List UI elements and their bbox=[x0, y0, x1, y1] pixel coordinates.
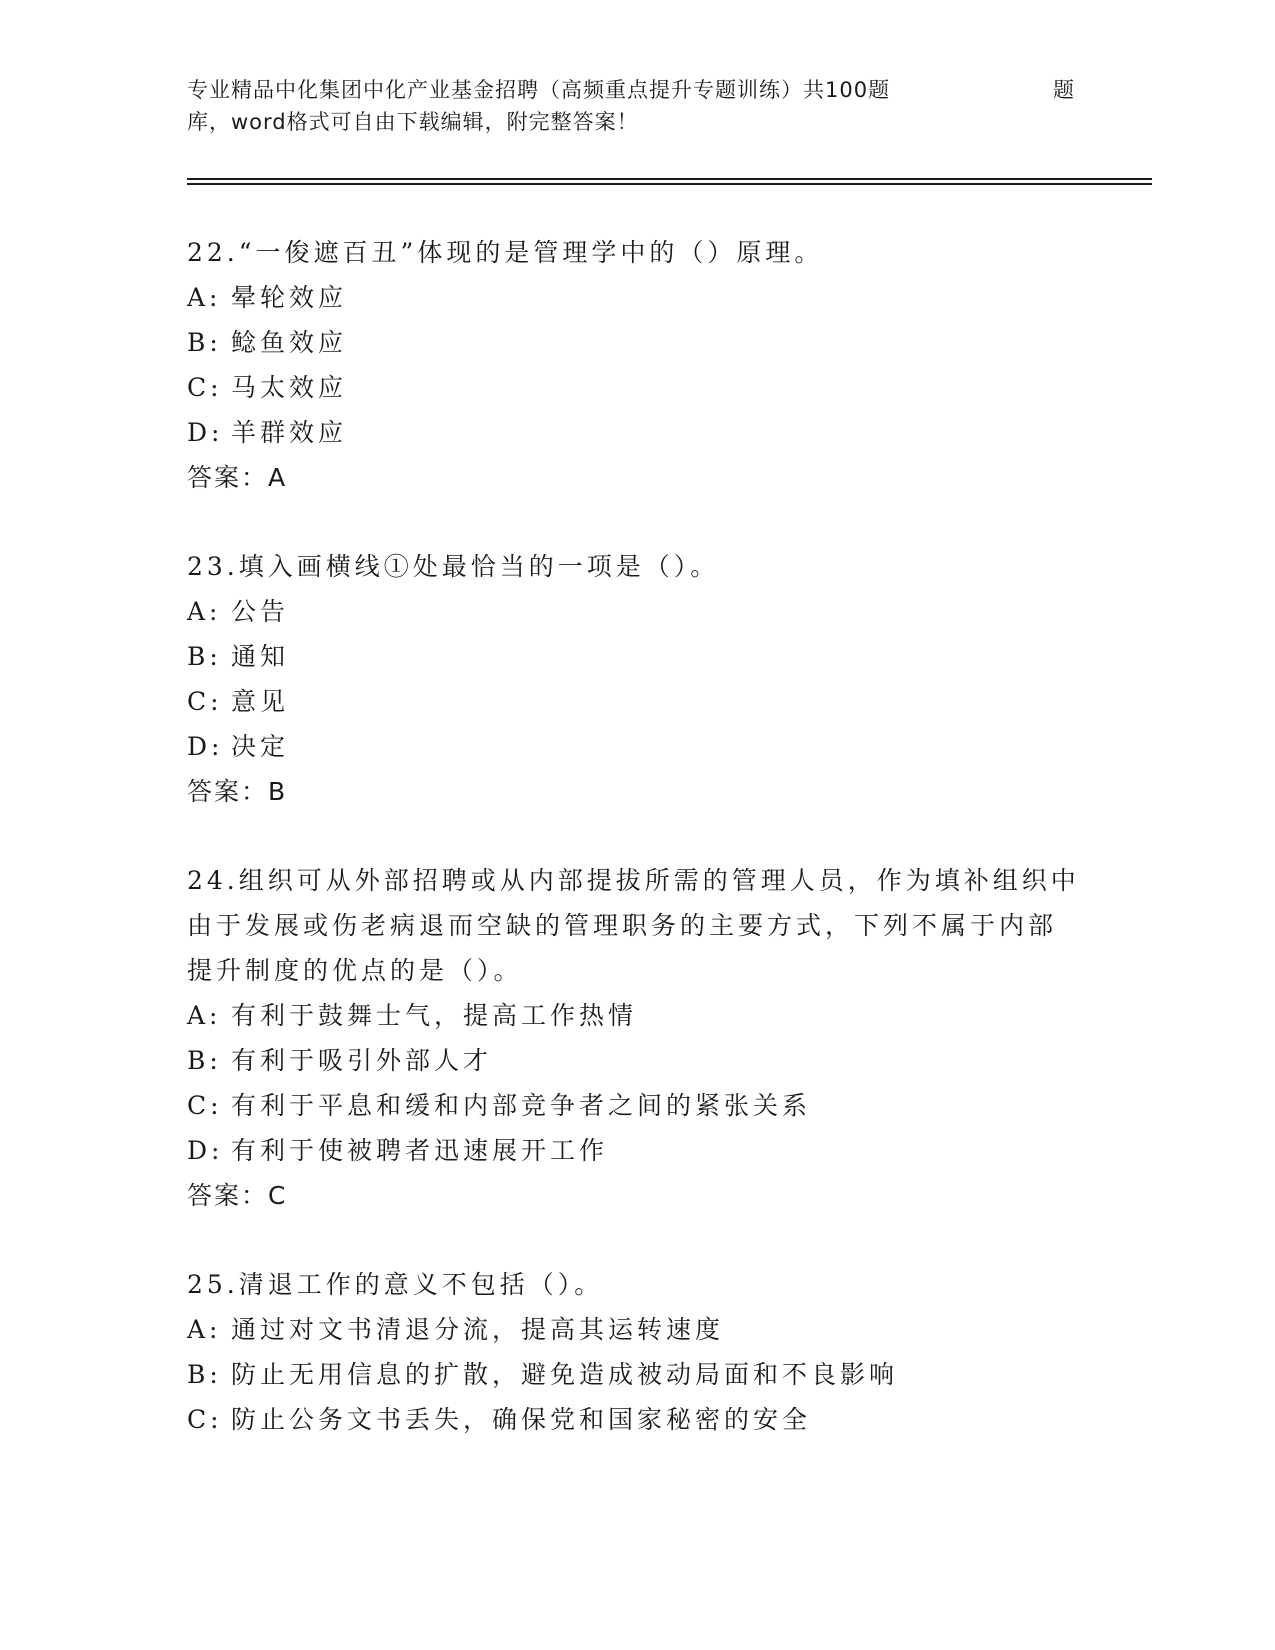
question-text: 由于发展或伤老病退而空缺的管理职务的主要方式，下列不属于内部 bbox=[187, 911, 1058, 940]
option-key: C: bbox=[187, 1405, 223, 1434]
option-row bbox=[187, 1128, 1087, 1173]
option-text: 鲶鱼效应 bbox=[231, 328, 348, 357]
question-text: 提升制度的优点的是（）。 bbox=[187, 956, 523, 985]
question-text: 25.清退工作的意义不包括（）。 bbox=[187, 1270, 604, 1299]
option-text: 通过对文书清退分流，提高其运转速度 bbox=[231, 1315, 725, 1344]
option-key: A: bbox=[187, 597, 222, 626]
option-text: 意见 bbox=[231, 687, 290, 716]
question-list bbox=[187, 230, 1087, 1486]
option-text: 防止无用信息的扩散，避免造成被动局面和不良影响 bbox=[231, 1360, 899, 1389]
option-row bbox=[187, 365, 1087, 410]
question-text: 22.“一俊遮百丑”体现的是管理学中的（）原理。 bbox=[187, 238, 824, 267]
option-text: 羊群效应 bbox=[231, 418, 348, 447]
question-block bbox=[187, 1262, 1087, 1442]
option-key: A: bbox=[187, 283, 222, 312]
option-text: 公告 bbox=[231, 597, 290, 626]
option-key: D: bbox=[187, 1136, 224, 1165]
option-row bbox=[187, 275, 1087, 320]
option-text: 晕轮效应 bbox=[231, 283, 348, 312]
option-text: 防止公务文书丢失，确保党和国家秘密的安全 bbox=[231, 1405, 812, 1434]
option-key: D: bbox=[187, 418, 224, 447]
option-row bbox=[187, 1352, 1087, 1397]
document-header bbox=[187, 74, 1087, 138]
option-key: C: bbox=[187, 687, 223, 716]
question-block bbox=[187, 230, 1087, 500]
option-text: 有利于平息和缓和内部竞争者之间的紧张关系 bbox=[231, 1091, 812, 1120]
header-line-1: 专业精品中化集团中化产业基金招聘（高频重点提升专题训练）共100题 bbox=[187, 78, 891, 102]
option-row bbox=[187, 320, 1087, 365]
option-text: 通知 bbox=[231, 642, 290, 671]
option-text: 有利于鼓舞士气，提高工作热情 bbox=[231, 1001, 638, 1030]
option-text: 马太效应 bbox=[231, 373, 348, 402]
question-block bbox=[187, 858, 1087, 1218]
option-key: C: bbox=[187, 373, 223, 402]
option-row bbox=[187, 410, 1087, 455]
option-row bbox=[187, 1083, 1087, 1128]
option-key: A: bbox=[187, 1001, 222, 1030]
header-line-2: 库，word格式可自由下载编辑，附完整答案！ bbox=[187, 110, 639, 134]
option-text: 决定 bbox=[231, 732, 290, 761]
option-key: B: bbox=[187, 1360, 222, 1389]
option-key: D: bbox=[187, 732, 224, 761]
option-key: B: bbox=[187, 328, 222, 357]
question-block bbox=[187, 544, 1087, 814]
option-text: 有利于使被聘者迅速展开工作 bbox=[231, 1136, 609, 1165]
answer-text: 答案：C bbox=[187, 1181, 288, 1210]
header-divider-top bbox=[187, 178, 1152, 180]
option-key: B: bbox=[187, 1046, 222, 1075]
answer-text: 答案：B bbox=[187, 777, 288, 806]
answer-text: 答案：A bbox=[187, 463, 288, 492]
option-row bbox=[187, 589, 1087, 634]
option-row bbox=[187, 634, 1087, 679]
header-divider-bottom bbox=[187, 183, 1152, 185]
option-row bbox=[187, 679, 1087, 724]
header-right-text: 题 bbox=[1053, 78, 1074, 102]
option-row bbox=[187, 1307, 1087, 1352]
option-row bbox=[187, 1397, 1087, 1442]
option-row bbox=[187, 1038, 1087, 1083]
question-text: 24.组织可从外部招聘或从内部提拔所需的管理人员，作为填补组织中 bbox=[187, 866, 1080, 895]
option-row bbox=[187, 724, 1087, 769]
option-row bbox=[187, 993, 1087, 1038]
option-key: C: bbox=[187, 1091, 223, 1120]
question-text: 23.填入画横线①处最恰当的一项是（）。 bbox=[187, 552, 720, 581]
option-text: 有利于吸引外部人才 bbox=[231, 1046, 493, 1075]
option-key: B: bbox=[187, 642, 222, 671]
option-key: A: bbox=[187, 1315, 222, 1344]
